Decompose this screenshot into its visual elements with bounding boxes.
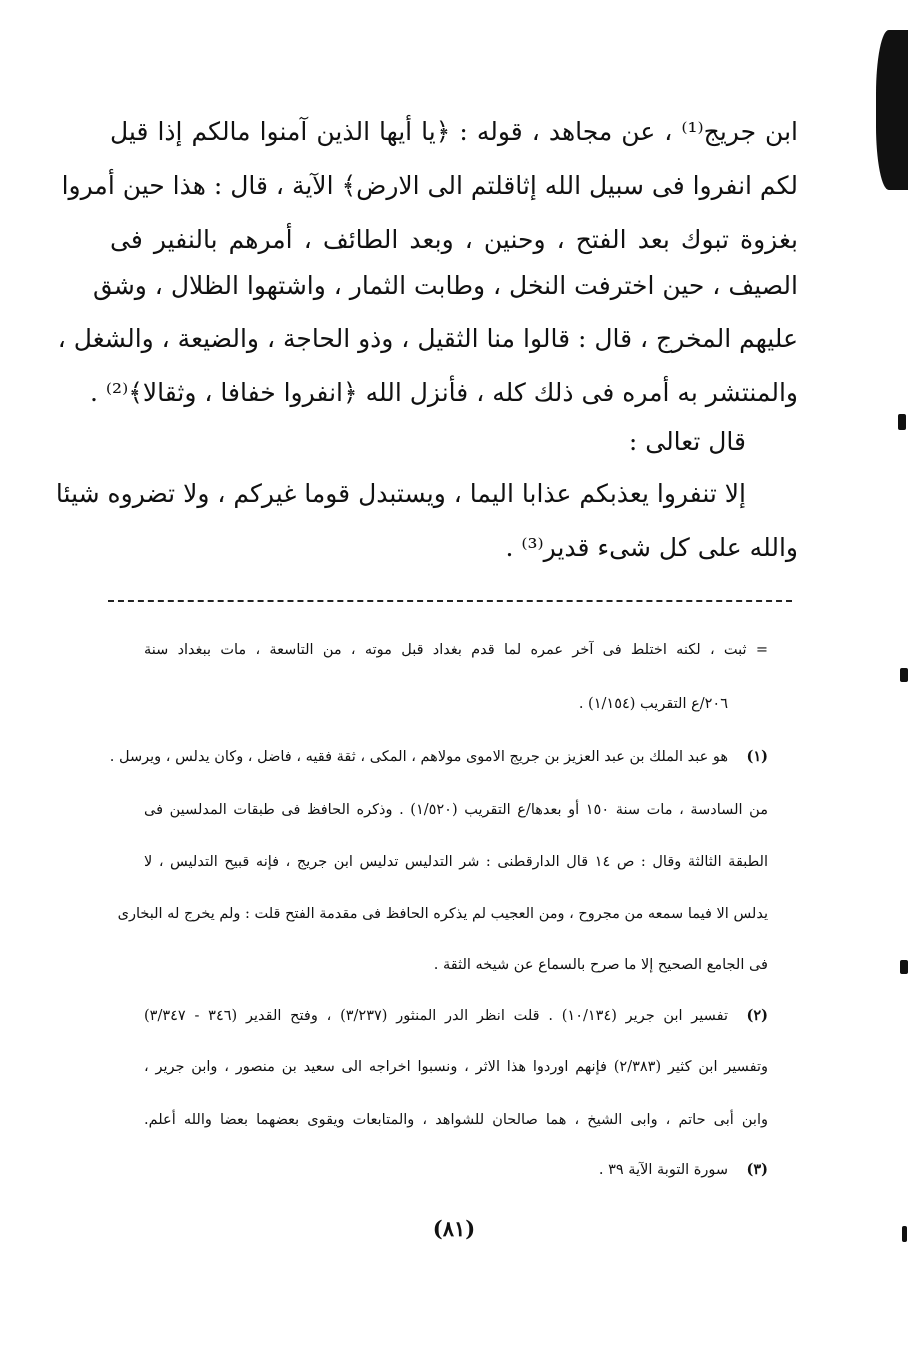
footnote-continuation-line-2: ٢٠٦/ع التقريب (١/١٥٤) . [578, 696, 728, 712]
main-text-line-2: لكم انفروا فى سبيل الله إثاقلتم الى الارض﴾ الآية ، قال : هذا حين أمروا [61, 171, 798, 200]
main-text-line-4: الصيف ، حين اخترفت النخل ، وطابت الثمار ، واشتهوا الظلال ، وشق [92, 271, 798, 300]
footnote-1-line-5: فى الجامع الصحيح إلا ما صرح بالسماع عن شيخه الثقة . [433, 957, 768, 973]
footnote-3-line-1: سورة التوبة الآية ٣٩ . [598, 1162, 728, 1178]
footnote-1-line-4: يدلس الا فيما سمعه من مجروح ، ومن العجيب لم يذكره الحافظ فى مقدمة الفتح قلت : ولم يخرج له البخارى [117, 906, 768, 922]
verse-line-2: والله على كل شىء قدير⁽³⁾ . [505, 533, 798, 562]
footnote-number-1: (١) [746, 748, 768, 765]
main-text-line-6: والمنتشر به أمره فى ذلك كله ، فأنزل الله ﴿انفروا خفافا ، وثقالا﴾⁽²⁾ . [90, 378, 798, 407]
footnote-1-line-3: الطبقة الثالثة وقال : ص ١٤ قال الدارقطنى : شر التدليس تدليس ابن جريج ، فإنه قبيح التدليس ، لا [144, 854, 769, 870]
footnote-2-line-1: تفسير ابن جرير (١٠/١٣٤) . قلت انظر الدر المنثور (٣/٢٣٧) ، وفتح القدير (٣٤٦ - ٣/٣٤٧) [144, 1008, 728, 1024]
footnote-2-line-3: وابن أبى حاتم ، وابى الشيخ ، هما صالحان للشواهد ، والمتابعات ويقوى بعضهما بعضا والله أعلم. [144, 1112, 768, 1128]
page-number: (٨١) [432, 1216, 476, 1241]
main-text-line-1: ابن جريج⁽¹⁾ ، عن مجاهد ، قوله : ﴿يا أيها الذين آمنوا مالكم إذا قيل [110, 117, 798, 146]
scan-edge-mark [900, 668, 908, 682]
scan-edge-mark [876, 30, 908, 190]
footnote-continuation-line-1: = ثبت ، لكنه اختلط فى آخر عمره لما قدم بغداد قبل موته ، من التاسعة ، مات ببغداد سنة [144, 642, 768, 658]
footnote-number-2: (٢) [746, 1007, 768, 1024]
footnote-number-3: (٣) [746, 1161, 768, 1178]
verse-heading: قال تعالى : [628, 427, 746, 456]
main-text-line-5: عليهم المخرج ، قال : قالوا منا الثقيل ، وذو الحاجة ، والضيعة ، والشغل ، [57, 324, 798, 353]
footnote-1-line-1: هو عبد الملك بن عبد العزيز بن جريج الاموى مولاهم ، المكى ، ثقة فقيه ، فاضل ، وكان يدلس ، ويرسل . [109, 749, 728, 765]
scan-edge-mark [900, 960, 908, 974]
verse-line-1: إلا تنفروا يعذبكم عذابا اليما ، ويستبدل قوما غيركم ، ولا تضروه شيئا [55, 479, 746, 508]
scan-edge-mark [898, 414, 906, 430]
footnote-separator [108, 600, 792, 602]
main-text-line-3: بغزوة تبوك بعد الفتح ، وحنين ، وبعد الطائف ، أمرهم بالنفير فى [110, 225, 798, 254]
footnote-1-line-2: من السادسة ، مات سنة ١٥٠ أو بعدها/ع التقريب (١/٥٢٠) . وذكره الحافظ فى طبقات المدلسين فى [144, 802, 768, 818]
footnote-2-line-2: وتفسير ابن كثير (٢/٣٨٣) فإنهم اوردوا هذا الاثر ، ونسبوا اخراجه الى سعيد بن منصور ، وابن جرير ، [144, 1059, 768, 1075]
